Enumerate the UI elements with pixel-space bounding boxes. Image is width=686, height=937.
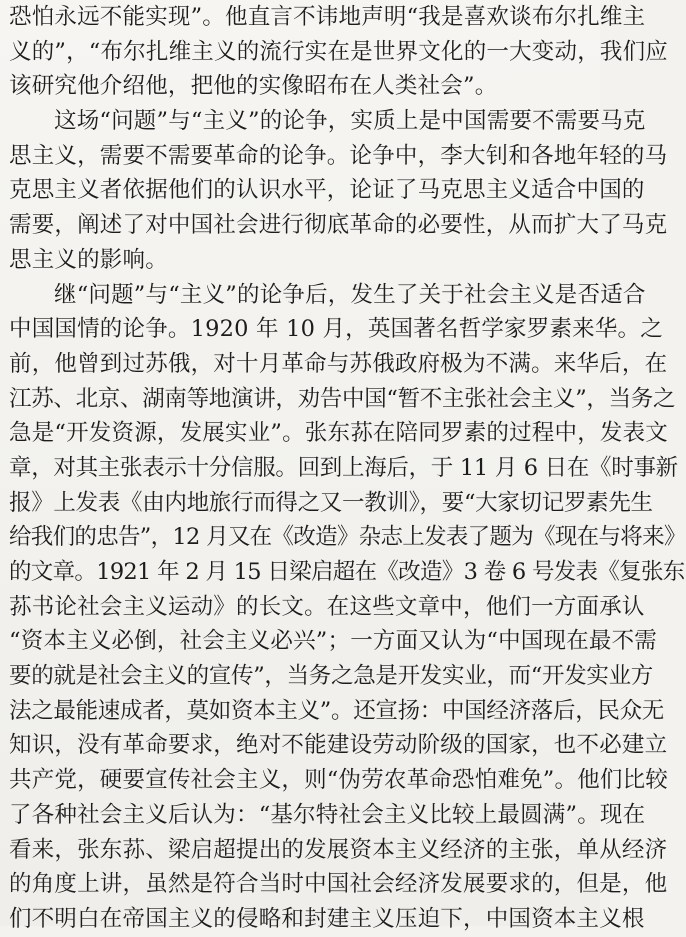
text-line: 义的”，“布尔扎维主义的流行实在是世界文化的一大变动，我们应 <box>9 38 669 65</box>
text-line: 思主义，需要不需要革命的论争。论争中，李大钊和各地年轻的马 <box>9 142 668 169</box>
text-line: 章，对其主张表示十分信服。回到上海后，于 11 月 6 日在《时事新 <box>9 454 678 481</box>
paragraph-first-line: 继“问题”与“主义”的论争后，发生了关于社会主义是否适合 <box>54 281 646 308</box>
text-line: 荪书论社会主义运动》的长文。在这些文章中，他们一方面承认 <box>9 593 645 620</box>
text-line: 要的就是社会主义的宣传”，当务之急是开发实业，而“开发实业方 <box>9 663 654 690</box>
text-line: 报》上发表《由内地旅行而得之又一教训》，要“大家切记罗素先生 <box>9 489 653 516</box>
paragraph-end-line: 思主义的影响。 <box>9 246 168 273</box>
paragraph-end-line: 该研究他介绍他，把他的实像昭布在人类社会”。 <box>9 73 498 100</box>
text-line: 们不明白在帝国主义的侵略和封建主义压迫下，中国资本主义根 <box>9 905 645 932</box>
text-line: 知识，没有革命要求，绝对不能建设劳动阶级的国家，也不必建立 <box>9 732 668 759</box>
text-line: 需要，阐述了对中国社会进行彻底革命的必要性，从而扩大了马克 <box>9 212 668 239</box>
text-line: 中国国情的论争。1920 年 10 月，英国著名哲学家罗素来华。之 <box>9 316 663 343</box>
text-line: 法之最能速成者，莫如资本主义”。还宣扬：中国经济落后，民众无 <box>9 697 665 724</box>
text-line: 看来，张东荪、梁启超提出的发展资本主义经济的主张，单从经济 <box>9 836 668 863</box>
text-line: 急是“开发资源，发展实业”。张东荪在陪同罗素的过程中，发表文 <box>9 420 669 447</box>
text-line: 给我们的忠告”，12 月又在《改造》杂志上发表了题为《现在与将来》 <box>9 524 686 551</box>
text-line: 了各种社会主义后认为：“基尔特社会主义比较上最圆满”。现在 <box>9 801 646 828</box>
text-line: 共产党，硬要宣传社会主义，则“伪劳农革命恐怕难免”。他们比较 <box>9 767 669 794</box>
text-line: 的文章。1921 年 2 月 15 日梁启超在《改造》3 卷 6 号发表《复张东 <box>9 559 685 585</box>
text-line: 恐怕永远不能实现”。他直言不讳地声明“我是喜欢谈布尔扎维主 <box>9 4 646 30</box>
paragraph-first-line: 这场“问题”与“主义”的论争，实质上是中国需要不需要马克 <box>54 108 646 135</box>
text-line: 克思主义者依据他们的认识水平，论证了马克思主义适合中国的 <box>9 177 645 204</box>
text-line: 前，他曾到过苏俄，对十月革命与苏俄政府极为不满。来华后，在 <box>9 350 668 377</box>
text-line: 的角度上讲，虽然是符合当时中国社会经济发展要求的，但是，他 <box>9 871 668 898</box>
text-line: “资本主义必倒，社会主义必兴”；一方面又认为“中国现在最不需 <box>9 628 658 655</box>
text-line: 江苏、北京、湖南等地演讲，劝告中国“暂不主张社会主义”，当务之 <box>9 385 676 412</box>
